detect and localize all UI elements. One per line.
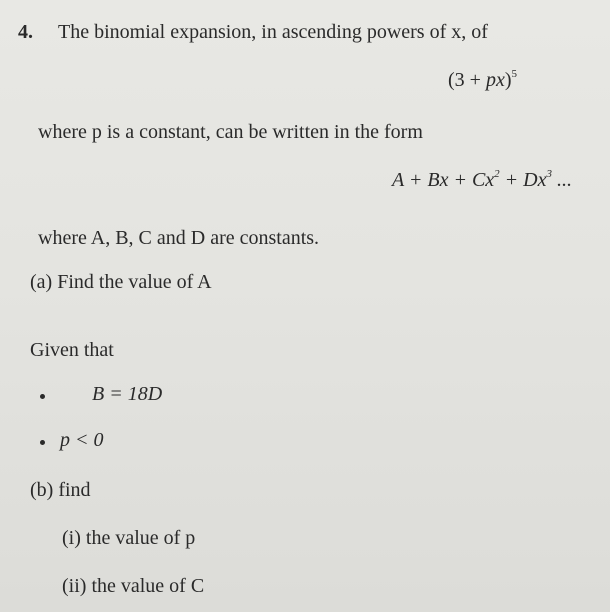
condition-b-equals-18d: B = 18D bbox=[92, 383, 163, 405]
question-intro: The binomial expansion, in ascending powers of x, of bbox=[58, 21, 488, 43]
series-tail: ... bbox=[552, 169, 572, 191]
given-heading: Given that bbox=[30, 339, 114, 361]
part-b-ii-text: the value of C bbox=[91, 575, 205, 597]
expression-inner: px bbox=[485, 69, 505, 91]
part-a-text: Find the value of A bbox=[57, 271, 212, 293]
series-form bbox=[392, 170, 572, 190]
part-b-i-label: (i) bbox=[62, 527, 81, 549]
bullet-icon bbox=[40, 440, 45, 445]
question-number: 4. bbox=[18, 21, 33, 43]
part-b-label: (b) bbox=[30, 479, 54, 501]
part-b-i-text: the value of p bbox=[85, 527, 196, 549]
series-term-1: A + Bx + Cx bbox=[392, 169, 495, 191]
part-b-ii bbox=[62, 576, 204, 596]
bullet-icon bbox=[40, 394, 45, 399]
expression-power: 5 bbox=[511, 68, 518, 80]
expression-close: ) bbox=[504, 69, 512, 91]
series-power-2: 3 bbox=[546, 168, 552, 180]
part-b-ii-label: (ii) bbox=[62, 575, 87, 597]
part-b-i bbox=[62, 528, 195, 548]
part-b bbox=[30, 480, 91, 500]
series-power-1: 2 bbox=[494, 168, 500, 180]
constants-line: where A, B, C and D are constants. bbox=[38, 227, 320, 249]
part-b-text: find bbox=[58, 479, 91, 501]
expression-open: (3 + bbox=[448, 69, 486, 91]
part-a-label: (a) bbox=[30, 271, 53, 293]
binomial-expression bbox=[448, 70, 517, 90]
where-line: where p is a constant, can be written in the form bbox=[38, 121, 423, 143]
condition-p-negative: p < 0 bbox=[60, 429, 104, 451]
part-a bbox=[30, 272, 212, 292]
series-term-2: + Dx bbox=[499, 169, 547, 191]
